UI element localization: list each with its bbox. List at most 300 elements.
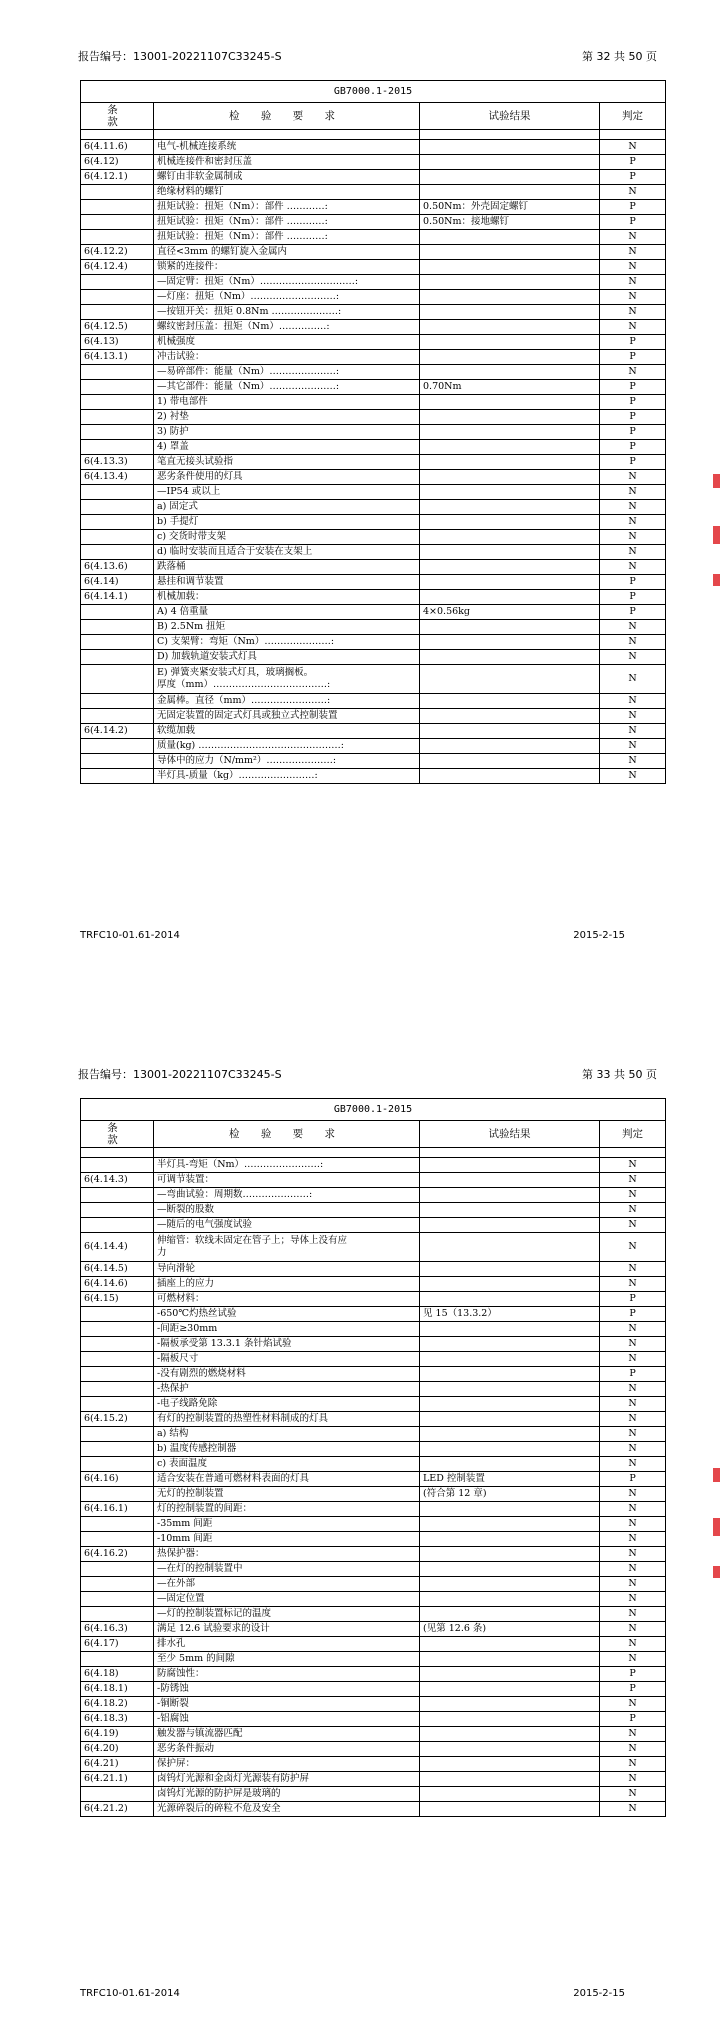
requirement-cell: c) 交货时带支架 xyxy=(154,530,420,545)
clause-cell: 6(4.14) xyxy=(81,575,154,590)
verdict-cell: N xyxy=(600,1757,666,1772)
verdict-cell: P xyxy=(600,410,666,425)
clause-cell xyxy=(81,1188,154,1203)
verdict-cell: N xyxy=(600,290,666,305)
result-cell xyxy=(420,1292,600,1307)
requirement-cell: -铝腐蚀 xyxy=(154,1712,420,1727)
requirement-cell: 适合安装在普通可燃材料表面的灯具 xyxy=(154,1472,420,1487)
result-cell xyxy=(420,455,600,470)
result-cell xyxy=(420,1277,600,1292)
verdict-cell: N xyxy=(600,1532,666,1547)
clause-cell xyxy=(81,500,154,515)
table-row xyxy=(81,1472,666,1487)
requirement-cell: 排水孔 xyxy=(154,1637,420,1652)
requirement-cell: 扭矩试验：扭矩（Nm）：部件 …………: xyxy=(154,200,420,215)
verdict-cell: N xyxy=(600,1158,666,1173)
result-cell xyxy=(420,1742,600,1757)
clause-cell: 6(4.13) xyxy=(81,335,154,350)
verdict-cell: N xyxy=(600,1517,666,1532)
requirement-cell: 直径<3mm 的螺钉旋入金属内 xyxy=(154,245,420,260)
clause-cell xyxy=(81,605,154,620)
clause-cell xyxy=(81,1322,154,1337)
table-row xyxy=(81,380,666,395)
verdict-cell: N xyxy=(600,1637,666,1652)
requirement-cell: 卤钨灯光源的防护屏是玻璃的 xyxy=(154,1787,420,1802)
verdict-cell: N xyxy=(600,470,666,485)
table-row xyxy=(81,425,666,440)
verdict-cell: N xyxy=(600,545,666,560)
clause-cell xyxy=(81,275,154,290)
verdict-cell: P xyxy=(600,170,666,185)
requirement-cell: 恶劣条件振动 xyxy=(154,1742,420,1757)
table-row xyxy=(81,1442,666,1457)
result-cell xyxy=(420,305,600,320)
clause-cell: 6(4.16.3) xyxy=(81,1622,154,1637)
result-cell xyxy=(420,545,600,560)
verdict-cell: N xyxy=(600,1622,666,1637)
table-row xyxy=(81,1397,666,1412)
requirement-cell: -没有剧烈的燃烧材料 xyxy=(154,1367,420,1382)
page-header xyxy=(78,1066,657,1082)
requirement-cell: -防锈蚀 xyxy=(154,1682,420,1697)
clause-cell xyxy=(81,1652,154,1667)
result-cell xyxy=(420,635,600,650)
table-row xyxy=(81,1292,666,1307)
result-cell xyxy=(420,395,600,410)
result-cell xyxy=(420,1532,600,1547)
result-cell xyxy=(420,1667,600,1682)
requirement-cell: —固定臂：扭矩（Nm）…………………………: xyxy=(154,275,420,290)
verdict-cell: N xyxy=(600,260,666,275)
table-row xyxy=(81,650,666,665)
verdict-cell: N xyxy=(600,1502,666,1517)
table-row xyxy=(81,1607,666,1622)
table-row xyxy=(81,1262,666,1277)
requirement-cell: d) 临时安装而且适合于安装在支架上 xyxy=(154,545,420,560)
requirement-cell: —弯曲试验：周期数…………………: xyxy=(154,1188,420,1203)
result-cell xyxy=(420,185,600,200)
clause-cell xyxy=(81,1517,154,1532)
page-number: 第 32 共 50 页 xyxy=(582,50,657,63)
col-result-header: 试验结果 xyxy=(420,103,600,130)
result-cell xyxy=(420,515,600,530)
verdict-cell: N xyxy=(600,485,666,500)
verdict-cell: N xyxy=(600,305,666,320)
standard-title: GB7000.1-2015 xyxy=(81,1099,666,1121)
verdict-cell: N xyxy=(600,1547,666,1562)
requirement-cell: 光源碎裂后的碎粒不危及安全 xyxy=(154,1802,420,1817)
verdict-cell: N xyxy=(600,1233,666,1262)
requirement-cell: 软缆加载 xyxy=(154,724,420,739)
verdict-cell: P xyxy=(600,455,666,470)
verdict-cell: N xyxy=(600,1607,666,1622)
clause-cell xyxy=(81,485,154,500)
verdict-cell: N xyxy=(600,1457,666,1472)
result-cell xyxy=(420,290,600,305)
result-cell xyxy=(420,1337,600,1352)
verdict-cell: P xyxy=(600,1367,666,1382)
clause-cell: 6(4.16.2) xyxy=(81,1547,154,1562)
verdict-cell: N xyxy=(600,320,666,335)
requirement-cell: 笔直无接头试验指 xyxy=(154,455,420,470)
clause-cell: 6(4.18.3) xyxy=(81,1712,154,1727)
clause-cell xyxy=(81,665,154,694)
requirement-cell: -650℃灼热丝试验 xyxy=(154,1307,420,1322)
result-cell xyxy=(420,1412,600,1427)
verdict-cell: N xyxy=(600,1262,666,1277)
clause-cell: 6(4.18.2) xyxy=(81,1697,154,1712)
requirement-cell: -间距≥30mm xyxy=(154,1322,420,1337)
side-edge-mark xyxy=(713,1566,720,1578)
verdict-cell: N xyxy=(600,1188,666,1203)
result-cell xyxy=(420,1787,600,1802)
report-number: 报告编号：13001-20221107C33245-S xyxy=(78,1068,282,1081)
verdict-cell: P xyxy=(600,1712,666,1727)
table-row xyxy=(81,1322,666,1337)
clause-cell: 6(4.17) xyxy=(81,1637,154,1652)
verdict-cell: P xyxy=(600,155,666,170)
requirement-cell: 触发器与镇流器匹配 xyxy=(154,1727,420,1742)
clause-cell: 6(4.21.2) xyxy=(81,1802,154,1817)
requirement-cell: 扭矩试验：扭矩（Nm）：部件 …………: xyxy=(154,215,420,230)
table-row xyxy=(81,155,666,170)
result-cell: (符合第 12 章) xyxy=(420,1487,600,1502)
result-cell: 见 15（13.3.2） xyxy=(420,1307,600,1322)
table-row xyxy=(81,1652,666,1667)
clause-cell xyxy=(81,395,154,410)
verdict-cell: N xyxy=(600,709,666,724)
requirement-cell: 质量(kg) ………………………………………: xyxy=(154,739,420,754)
clause-cell xyxy=(81,1397,154,1412)
result-cell xyxy=(420,1772,600,1787)
clause-cell xyxy=(81,545,154,560)
table-row xyxy=(81,1532,666,1547)
verdict-cell: N xyxy=(600,1173,666,1188)
table-row xyxy=(81,485,666,500)
requirement-cell: B) 2.5Nm 扭矩 xyxy=(154,620,420,635)
clause-cell xyxy=(81,410,154,425)
requirement-cell: -电子线路免除 xyxy=(154,1397,420,1412)
requirement-cell: 无灯的控制装置 xyxy=(154,1487,420,1502)
requirement-cell: —在外部 xyxy=(154,1577,420,1592)
table-row xyxy=(81,410,666,425)
verdict-cell: N xyxy=(600,1382,666,1397)
clause-cell: 6(4.12) xyxy=(81,155,154,170)
table-row xyxy=(81,185,666,200)
clause-cell xyxy=(81,1532,154,1547)
table-row xyxy=(81,1727,666,1742)
result-cell xyxy=(420,1502,600,1517)
table-row xyxy=(81,1547,666,1562)
requirement-cell: 导向滑轮 xyxy=(154,1262,420,1277)
clause-cell xyxy=(81,769,154,784)
table-row xyxy=(81,1277,666,1292)
result-cell xyxy=(420,1697,600,1712)
requirement-cell: 卤钨灯光源和金卤灯光源装有防护屏 xyxy=(154,1772,420,1787)
requirement-cell: -隔板尺寸 xyxy=(154,1352,420,1367)
verdict-cell: P xyxy=(600,335,666,350)
result-cell xyxy=(420,1802,600,1817)
requirement-cell: 机械连接件和密封压盖 xyxy=(154,155,420,170)
result-cell xyxy=(420,1382,600,1397)
clause-cell: 6(4.13.3) xyxy=(81,455,154,470)
result-cell xyxy=(420,1637,600,1652)
result-cell xyxy=(420,1442,600,1457)
clause-cell xyxy=(81,530,154,545)
side-edge-mark xyxy=(713,574,720,586)
requirement-cell: 可调节装置： xyxy=(154,1173,420,1188)
verdict-cell: N xyxy=(600,1802,666,1817)
result-cell xyxy=(420,769,600,784)
verdict-cell: P xyxy=(600,200,666,215)
verdict-cell: P xyxy=(600,1667,666,1682)
table-row xyxy=(81,260,666,275)
table-row xyxy=(81,515,666,530)
requirement-cell: —按钮开关：扭矩 0.8Nm …………………: xyxy=(154,305,420,320)
table-row xyxy=(81,395,666,410)
requirement-cell: 保护屏： xyxy=(154,1757,420,1772)
result-cell xyxy=(420,1727,600,1742)
requirement-cell: 锁紧的连接件： xyxy=(154,260,420,275)
requirement-cell: 导体中的应力（N/mm²）…………………: xyxy=(154,754,420,769)
result-cell xyxy=(420,1712,600,1727)
table-row xyxy=(81,739,666,754)
table-row xyxy=(81,1203,666,1218)
table-row xyxy=(81,560,666,575)
clause-cell xyxy=(81,215,154,230)
requirement-cell: 伸缩管：软线未固定在管子上；导体上没有应 力 xyxy=(154,1233,420,1262)
verdict-cell: N xyxy=(600,1427,666,1442)
table-row xyxy=(81,1592,666,1607)
result-cell xyxy=(420,1592,600,1607)
clause-cell xyxy=(81,290,154,305)
form-date: 2015-2-15 xyxy=(573,930,625,941)
result-cell xyxy=(420,320,600,335)
result-cell xyxy=(420,1427,600,1442)
result-cell xyxy=(420,620,600,635)
col-clause-header: 条 款 xyxy=(81,1121,154,1148)
requirement-cell: -铜断裂 xyxy=(154,1697,420,1712)
table-row xyxy=(81,545,666,560)
clause-cell xyxy=(81,1457,154,1472)
table-row xyxy=(81,1337,666,1352)
result-cell xyxy=(420,709,600,724)
verdict-cell: P xyxy=(600,605,666,620)
table-row xyxy=(81,1772,666,1787)
result-cell xyxy=(420,754,600,769)
result-cell xyxy=(420,1262,600,1277)
clause-cell: 6(4.15.2) xyxy=(81,1412,154,1427)
standard-title: GB7000.1-2015 xyxy=(81,81,666,103)
verdict-cell: N xyxy=(600,1592,666,1607)
requirement-cell: a) 结构 xyxy=(154,1427,420,1442)
table-row xyxy=(81,1158,666,1173)
verdict-cell: N xyxy=(600,365,666,380)
result-cell xyxy=(420,260,600,275)
col-verdict-header: 判定 xyxy=(600,1121,666,1148)
table-row xyxy=(81,1382,666,1397)
table-row xyxy=(81,200,666,215)
result-cell xyxy=(420,1682,600,1697)
table-row xyxy=(81,170,666,185)
requirement-cell: —固定位置 xyxy=(154,1592,420,1607)
clause-cell xyxy=(81,425,154,440)
table-row xyxy=(81,665,666,694)
col-requirement-header: 检 验 要 求 xyxy=(154,103,420,130)
result-cell xyxy=(420,1517,600,1532)
table-row xyxy=(81,1697,666,1712)
requirement-cell: -35mm 间距 xyxy=(154,1517,420,1532)
result-cell xyxy=(420,230,600,245)
report-number: 报告编号：13001-20221107C33245-S xyxy=(78,50,282,63)
clause-cell: 6(4.14.1) xyxy=(81,590,154,605)
requirement-cell: 扭矩试验：扭矩（Nm）：部件 …………: xyxy=(154,230,420,245)
side-edge-mark xyxy=(713,1518,720,1536)
clause-cell: 6(4.11.6) xyxy=(81,140,154,155)
verdict-cell: P xyxy=(600,425,666,440)
col-clause-header: 条 款 xyxy=(81,103,154,130)
verdict-cell: N xyxy=(600,1487,666,1502)
clause-cell xyxy=(81,1367,154,1382)
table-row xyxy=(81,1307,666,1322)
requirement-cell: —其它部件：能量（Nm）…………………: xyxy=(154,380,420,395)
clause-cell xyxy=(81,709,154,724)
result-cell xyxy=(420,440,600,455)
verdict-cell: P xyxy=(600,440,666,455)
verdict-cell: N xyxy=(600,1203,666,1218)
requirement-cell: 电气-机械连接系统 xyxy=(154,140,420,155)
result-cell: 4×0.56kg xyxy=(420,605,600,620)
result-cell xyxy=(420,155,600,170)
table-row xyxy=(81,290,666,305)
clause-cell xyxy=(81,365,154,380)
requirement-cell: E) 弹簧夹紧安装式灯具，玻璃搁板。 厚度（mm）………………………………: xyxy=(154,665,420,694)
table-row xyxy=(81,1787,666,1802)
table-row xyxy=(81,530,666,545)
requirement-cell: 2) 衬垫 xyxy=(154,410,420,425)
requirement-cell: b) 手提灯 xyxy=(154,515,420,530)
clause-cell: 6(4.13.1) xyxy=(81,350,154,365)
form-code: TRFC10-01.61-2014 xyxy=(80,1988,180,1999)
requirement-cell: -隔板承受第 13.3.1 条针焰试验 xyxy=(154,1337,420,1352)
side-edge-mark xyxy=(713,526,720,544)
clause-cell: 6(4.13.6) xyxy=(81,560,154,575)
clause-cell: 6(4.12.5) xyxy=(81,320,154,335)
result-cell xyxy=(420,365,600,380)
clause-cell xyxy=(81,694,154,709)
result-cell xyxy=(420,470,600,485)
requirement-cell: C) 支架臂：弯矩（Nm）…………………: xyxy=(154,635,420,650)
table-row xyxy=(81,635,666,650)
clause-cell xyxy=(81,1337,154,1352)
verdict-cell: N xyxy=(600,560,666,575)
result-cell xyxy=(420,1188,600,1203)
table-row xyxy=(81,320,666,335)
result-cell xyxy=(420,1457,600,1472)
page-number: 第 33 共 50 页 xyxy=(582,1068,657,1081)
table-row xyxy=(81,1712,666,1727)
result-cell xyxy=(420,170,600,185)
table-row xyxy=(81,1742,666,1757)
result-cell xyxy=(420,724,600,739)
requirement-cell: 3) 防护 xyxy=(154,425,420,440)
verdict-cell: N xyxy=(600,1652,666,1667)
clause-cell xyxy=(81,1607,154,1622)
table-row xyxy=(81,1173,666,1188)
table-row xyxy=(81,365,666,380)
verdict-cell: P xyxy=(600,1307,666,1322)
requirement-cell: 可燃材料： xyxy=(154,1292,420,1307)
result-cell: 0.50Nm：外壳固定螺钉 xyxy=(420,200,600,215)
verdict-cell: N xyxy=(600,1742,666,1757)
verdict-cell: N xyxy=(600,515,666,530)
clause-cell xyxy=(81,1487,154,1502)
clause-cell xyxy=(81,1562,154,1577)
clause-cell xyxy=(81,380,154,395)
verdict-cell: N xyxy=(600,140,666,155)
clause-cell: 6(4.16) xyxy=(81,1472,154,1487)
table-row xyxy=(81,440,666,455)
result-cell xyxy=(420,1397,600,1412)
table-row xyxy=(81,470,666,485)
table-row xyxy=(81,1802,666,1817)
verdict-cell: N xyxy=(600,230,666,245)
table-row xyxy=(81,1487,666,1502)
verdict-cell: N xyxy=(600,769,666,784)
table-row xyxy=(81,769,666,784)
result-cell xyxy=(420,1652,600,1667)
requirement-cell: 无固定装置的固定式灯具或独立式控制装置 xyxy=(154,709,420,724)
requirement-cell: 半灯具-质量（kg）……………………: xyxy=(154,769,420,784)
verdict-cell: N xyxy=(600,275,666,290)
result-cell: 0.50Nm：接地螺钉 xyxy=(420,215,600,230)
clause-cell xyxy=(81,1307,154,1322)
clause-cell: 6(4.12.2) xyxy=(81,245,154,260)
verdict-cell: N xyxy=(600,1352,666,1367)
verdict-cell: N xyxy=(600,694,666,709)
table-row xyxy=(81,500,666,515)
verdict-cell: N xyxy=(600,500,666,515)
clause-cell: 6(4.18.1) xyxy=(81,1682,154,1697)
result-cell xyxy=(420,1367,600,1382)
result-cell xyxy=(420,575,600,590)
verdict-cell: P xyxy=(600,215,666,230)
requirement-cell: —随后的电气强度试验 xyxy=(154,1218,420,1233)
verdict-cell: P xyxy=(600,590,666,605)
verdict-cell: P xyxy=(600,1682,666,1697)
requirement-cell: 灯的控制装置的间距： xyxy=(154,1502,420,1517)
table-row xyxy=(81,1233,666,1262)
result-cell xyxy=(420,530,600,545)
result-cell xyxy=(420,1233,600,1262)
verdict-cell: P xyxy=(600,395,666,410)
result-cell xyxy=(420,1158,600,1173)
verdict-cell: N xyxy=(600,1322,666,1337)
table-row xyxy=(81,1517,666,1532)
result-cell xyxy=(420,485,600,500)
result-cell xyxy=(420,425,600,440)
requirement-cell: 4) 罩盖 xyxy=(154,440,420,455)
table-row xyxy=(81,245,666,260)
result-cell xyxy=(420,1218,600,1233)
result-cell xyxy=(420,1757,600,1772)
verdict-cell: N xyxy=(600,1772,666,1787)
verdict-cell: N xyxy=(600,754,666,769)
clause-cell xyxy=(81,440,154,455)
result-cell xyxy=(420,1203,600,1218)
table-row xyxy=(81,694,666,709)
clause-cell xyxy=(81,200,154,215)
